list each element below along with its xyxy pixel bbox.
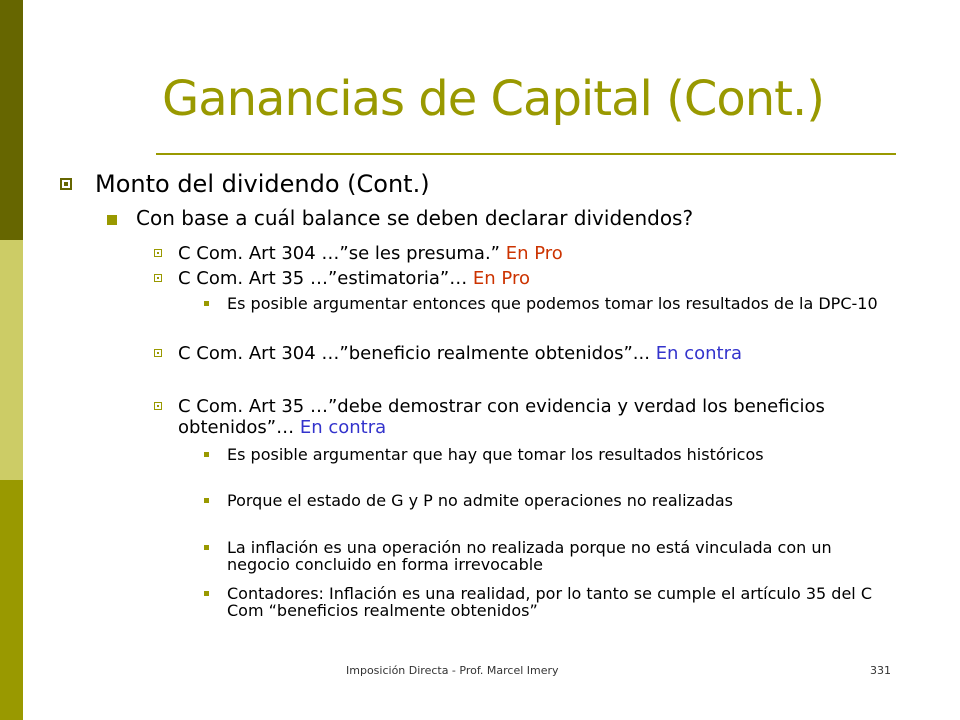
- item-text: C Com. Art 35 …”estimatoria”…: [178, 268, 473, 289]
- small-square-bullet-icon: [204, 301, 209, 306]
- sidebar-accent: [0, 0, 23, 720]
- sub-bullet: Contadores: Inflación es una realidad, por lo tanto se cumple el artículo 35 del C Com “beneficios realmente obtenidos”: [227, 584, 872, 620]
- hollow-square-bullet-icon: [154, 249, 162, 257]
- hollow-square-bullet-icon: [154, 349, 162, 357]
- hollow-square-bullet-icon: [154, 402, 162, 410]
- bullet-level2: Con base a cuál balance se deben declarar dividendos?: [136, 206, 694, 230]
- tag-contra: En contra: [299, 417, 387, 438]
- footer-text: Imposición Directa - Prof. Marcel Imery: [346, 664, 559, 677]
- sidebar-segment-bottom: [0, 480, 23, 720]
- tag-contra: En contra: [655, 343, 742, 364]
- bullet-item: [178, 243, 878, 264]
- sub-bullet: Es posible argumentar entonces que podemos tomar los resultados de la DPC-10: [227, 294, 878, 313]
- item-text: C Com. Art 304 …”se les presuma.”: [178, 243, 506, 264]
- filled-square-bullet-icon: [107, 215, 117, 225]
- sub-bullet: Es posible argumentar que hay que tomar los resultados históricos: [227, 445, 764, 464]
- small-square-bullet-icon: [204, 452, 209, 457]
- sub-bullet: La inflación es una operación no realizada porque no está vinculada con un negocio concluido en forma irrevocable: [227, 538, 832, 574]
- sidebar-segment-top: [0, 0, 23, 240]
- sub-bullet: Porque el estado de G y P no admite operaciones no realizadas: [227, 491, 734, 510]
- small-square-bullet-icon: [204, 545, 209, 550]
- bullet-item: [178, 343, 878, 364]
- item-text: C Com. Art 304 …”beneficio realmente obtenidos”...: [178, 343, 656, 364]
- small-square-bullet-icon: [204, 498, 209, 503]
- hollow-square-bullet-icon: [60, 178, 72, 190]
- bullet-level1: Monto del dividendo (Cont.): [95, 170, 430, 198]
- sidebar-segment-middle: [0, 240, 23, 480]
- tag-pro: En Pro: [505, 243, 563, 264]
- hollow-square-bullet-icon: [154, 274, 162, 282]
- small-square-bullet-icon: [204, 591, 209, 596]
- title-divider: [156, 153, 896, 155]
- bullet-item: [178, 396, 878, 438]
- page-number: 331: [870, 664, 891, 677]
- slide-title: Ganancias de Capital (Cont.): [162, 71, 824, 127]
- tag-pro: En Pro: [472, 268, 530, 289]
- item-text: C Com. Art 35 …”debe demostrar con evidencia y verdad los beneficios obtenidos”…: [178, 396, 825, 438]
- bullet-item: [178, 268, 878, 289]
